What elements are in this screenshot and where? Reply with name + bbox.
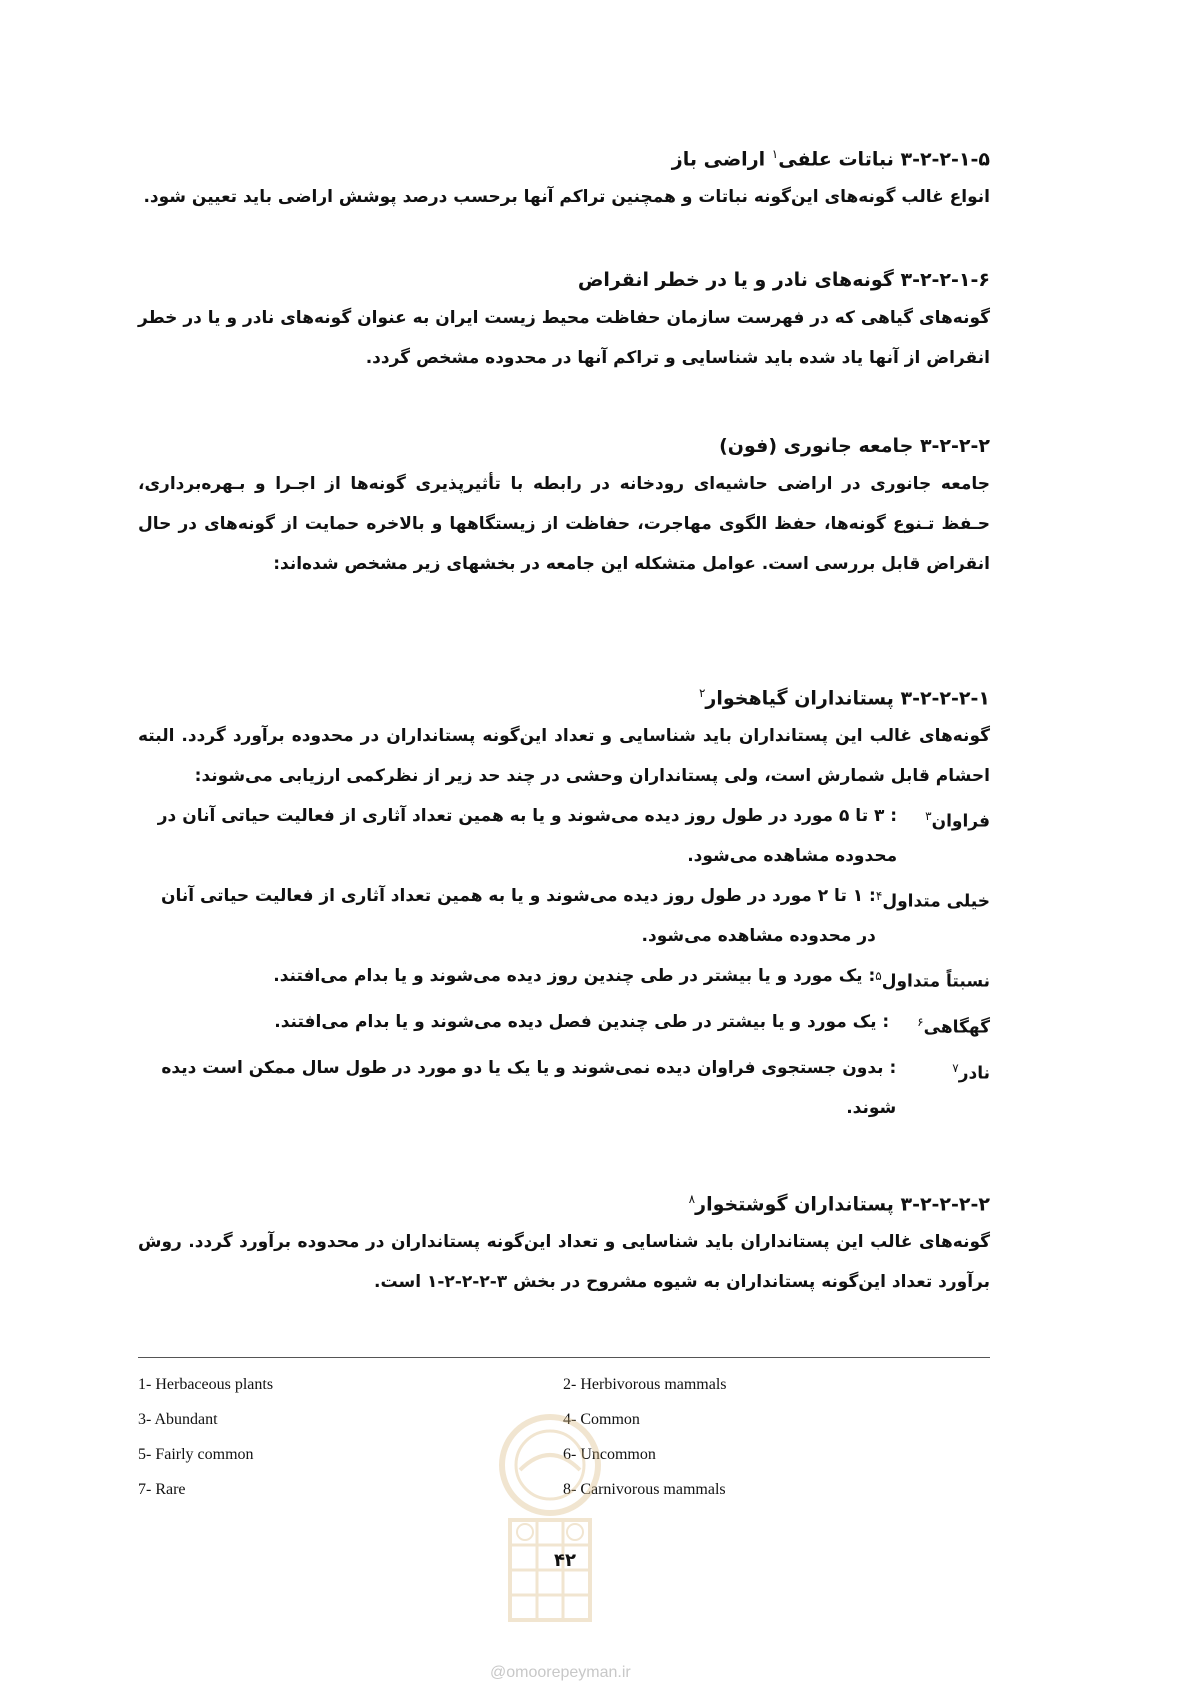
- section-paragraph: گونه‌های غالب این پستانداران باید شناسایی و تعداد این‌گونه پستانداران در محدوده برآورد گردد. روش برآورد تعداد این‌گونه پستانداران به شیوه مشروح در بخش ۳-۲-۲-۲-۱ است.: [138, 1232, 990, 1293]
- definition-uncommon: [138, 1002, 990, 1048]
- section-heading: ۳-۲-۲-۲ جامعه جانوری (فون): [719, 435, 990, 457]
- footnote-item: 7- Rare: [138, 1481, 186, 1498]
- footnote-item: 8- Carnivorous mammals: [563, 1481, 726, 1498]
- footnotes: [138, 1376, 838, 1499]
- watermark-url: @omoorepeyman.ir: [490, 1664, 631, 1681]
- section-carnivorous-mammals: [138, 1181, 990, 1302]
- section-paragraph: انواع غالب گونه‌های این‌گونه نباتات و همچنین تراکم آنها برحسب درصد پوشش اراضی باید تعیین شود.: [143, 187, 990, 208]
- definition-term: نادر$^۷$: [952, 1060, 990, 1084]
- footnote-item: 4- Common: [563, 1411, 640, 1428]
- footnote-item: 5- Fairly common: [138, 1446, 254, 1463]
- definition-text: : ۱ تا ۲ مورد در طول روز دیده می‌شوند و یا به همین تعداد آثاری از فعالیت حیاتی آنان در محدوده مشاهده می‌شود.: [160, 886, 876, 947]
- definition-abundant: [138, 796, 990, 876]
- definition-text: : یک مورد و یا بیشتر در طی چندین فصل دیده می‌شوند و یا بدام می‌افتند.: [274, 1011, 890, 1032]
- footnote-divider: [138, 1357, 990, 1358]
- page-number: ۴۲: [554, 1550, 576, 1571]
- footnote-item: 6- Uncommon: [563, 1446, 656, 1463]
- section-paragraph: گونه‌های غالب این پستانداران باید شناسایی و تعداد این‌گونه پستانداران در محدوده برآورد گردد. البته احشام قابل شمارش است، ولی پستانداران وحشی در چند حد زیر از نظرکمی ارزیابی می‌شوند:: [138, 726, 990, 787]
- section-heading: ۳-۲-۲-۲-۲ پستانداران گوشتخوار$^۸$: [688, 1192, 990, 1216]
- footnote-item: 3- Abundant: [138, 1411, 218, 1428]
- section-herbaceous-plants: [138, 136, 990, 217]
- definition-common: [138, 876, 990, 956]
- definition-text: : ۳ تا ۵ مورد در طول روز دیده می‌شوند و یا به همین تعداد آثاری از فعالیت حیاتی آنان در محدوده مشاهده می‌شود.: [157, 806, 898, 867]
- definition-term: خیلی متداول$^۴$: [875, 889, 990, 912]
- section-fauna: [138, 428, 990, 584]
- definition-text: : بدون جستجوی فراوان دیده نمی‌شوند و یا یک یا دو مورد در طول سال ممکن است دیده شوند.: [161, 1057, 897, 1118]
- footnote-item: 1- Herbaceous plants: [138, 1376, 274, 1393]
- definition-fairly-common: [138, 956, 990, 1002]
- section-heading: ۳-۲-۲-۱-۶ گونه‌های نادر و یا در خطر انقراض: [577, 269, 990, 291]
- section-heading: ۳-۲-۲-۱-۵ نباتات علفی$^۱$ اراضی باز: [671, 147, 990, 171]
- definition-term: نسبتاً متداول$^۵$: [875, 969, 990, 992]
- definition-text: : یک مورد و یا بیشتر در طی چندین روز دیده می‌شوند و یا بدام می‌افتند.: [273, 966, 876, 987]
- section-herbivorous-mammals: [138, 675, 990, 1128]
- section-rare-species: [138, 262, 990, 378]
- definition-term: گهگاهی$^۶$: [917, 1014, 990, 1038]
- footnote-item: 2- Herbivorous mammals: [563, 1376, 727, 1393]
- definition-term: فراوان$^۳$: [925, 809, 990, 832]
- section-paragraph: جامعه جانوری در اراضی حاشیه‌ای رودخانه در رابطه با تأثیرپذیری گونه‌ها از اجـرا و بـهره‌برداری، حـفظ تـنوع گونه‌ها، حفظ الگوی مهاجرت، حفاظت از زیستگاهها و بالاخره حمایت از گونه‌های در حال انقراض قابل بررسی است. عوامل متشکله این جامعه در بخشهای زیر مشخص شده‌اند:: [138, 474, 990, 574]
- section-heading: ۳-۲-۲-۲-۱ پستانداران گیاهخوار$^۲$: [698, 686, 990, 710]
- section-paragraph: گونه‌های گیاهی که در فهرست سازمان حفاظت محیط زیست ایران به عنوان گونه‌های نادر و یا در خطر انقراض از آنها یاد شده باید شناسایی و تراکم آنها در محدوده مشخص گردد.: [138, 308, 990, 368]
- definition-rare: [138, 1048, 990, 1128]
